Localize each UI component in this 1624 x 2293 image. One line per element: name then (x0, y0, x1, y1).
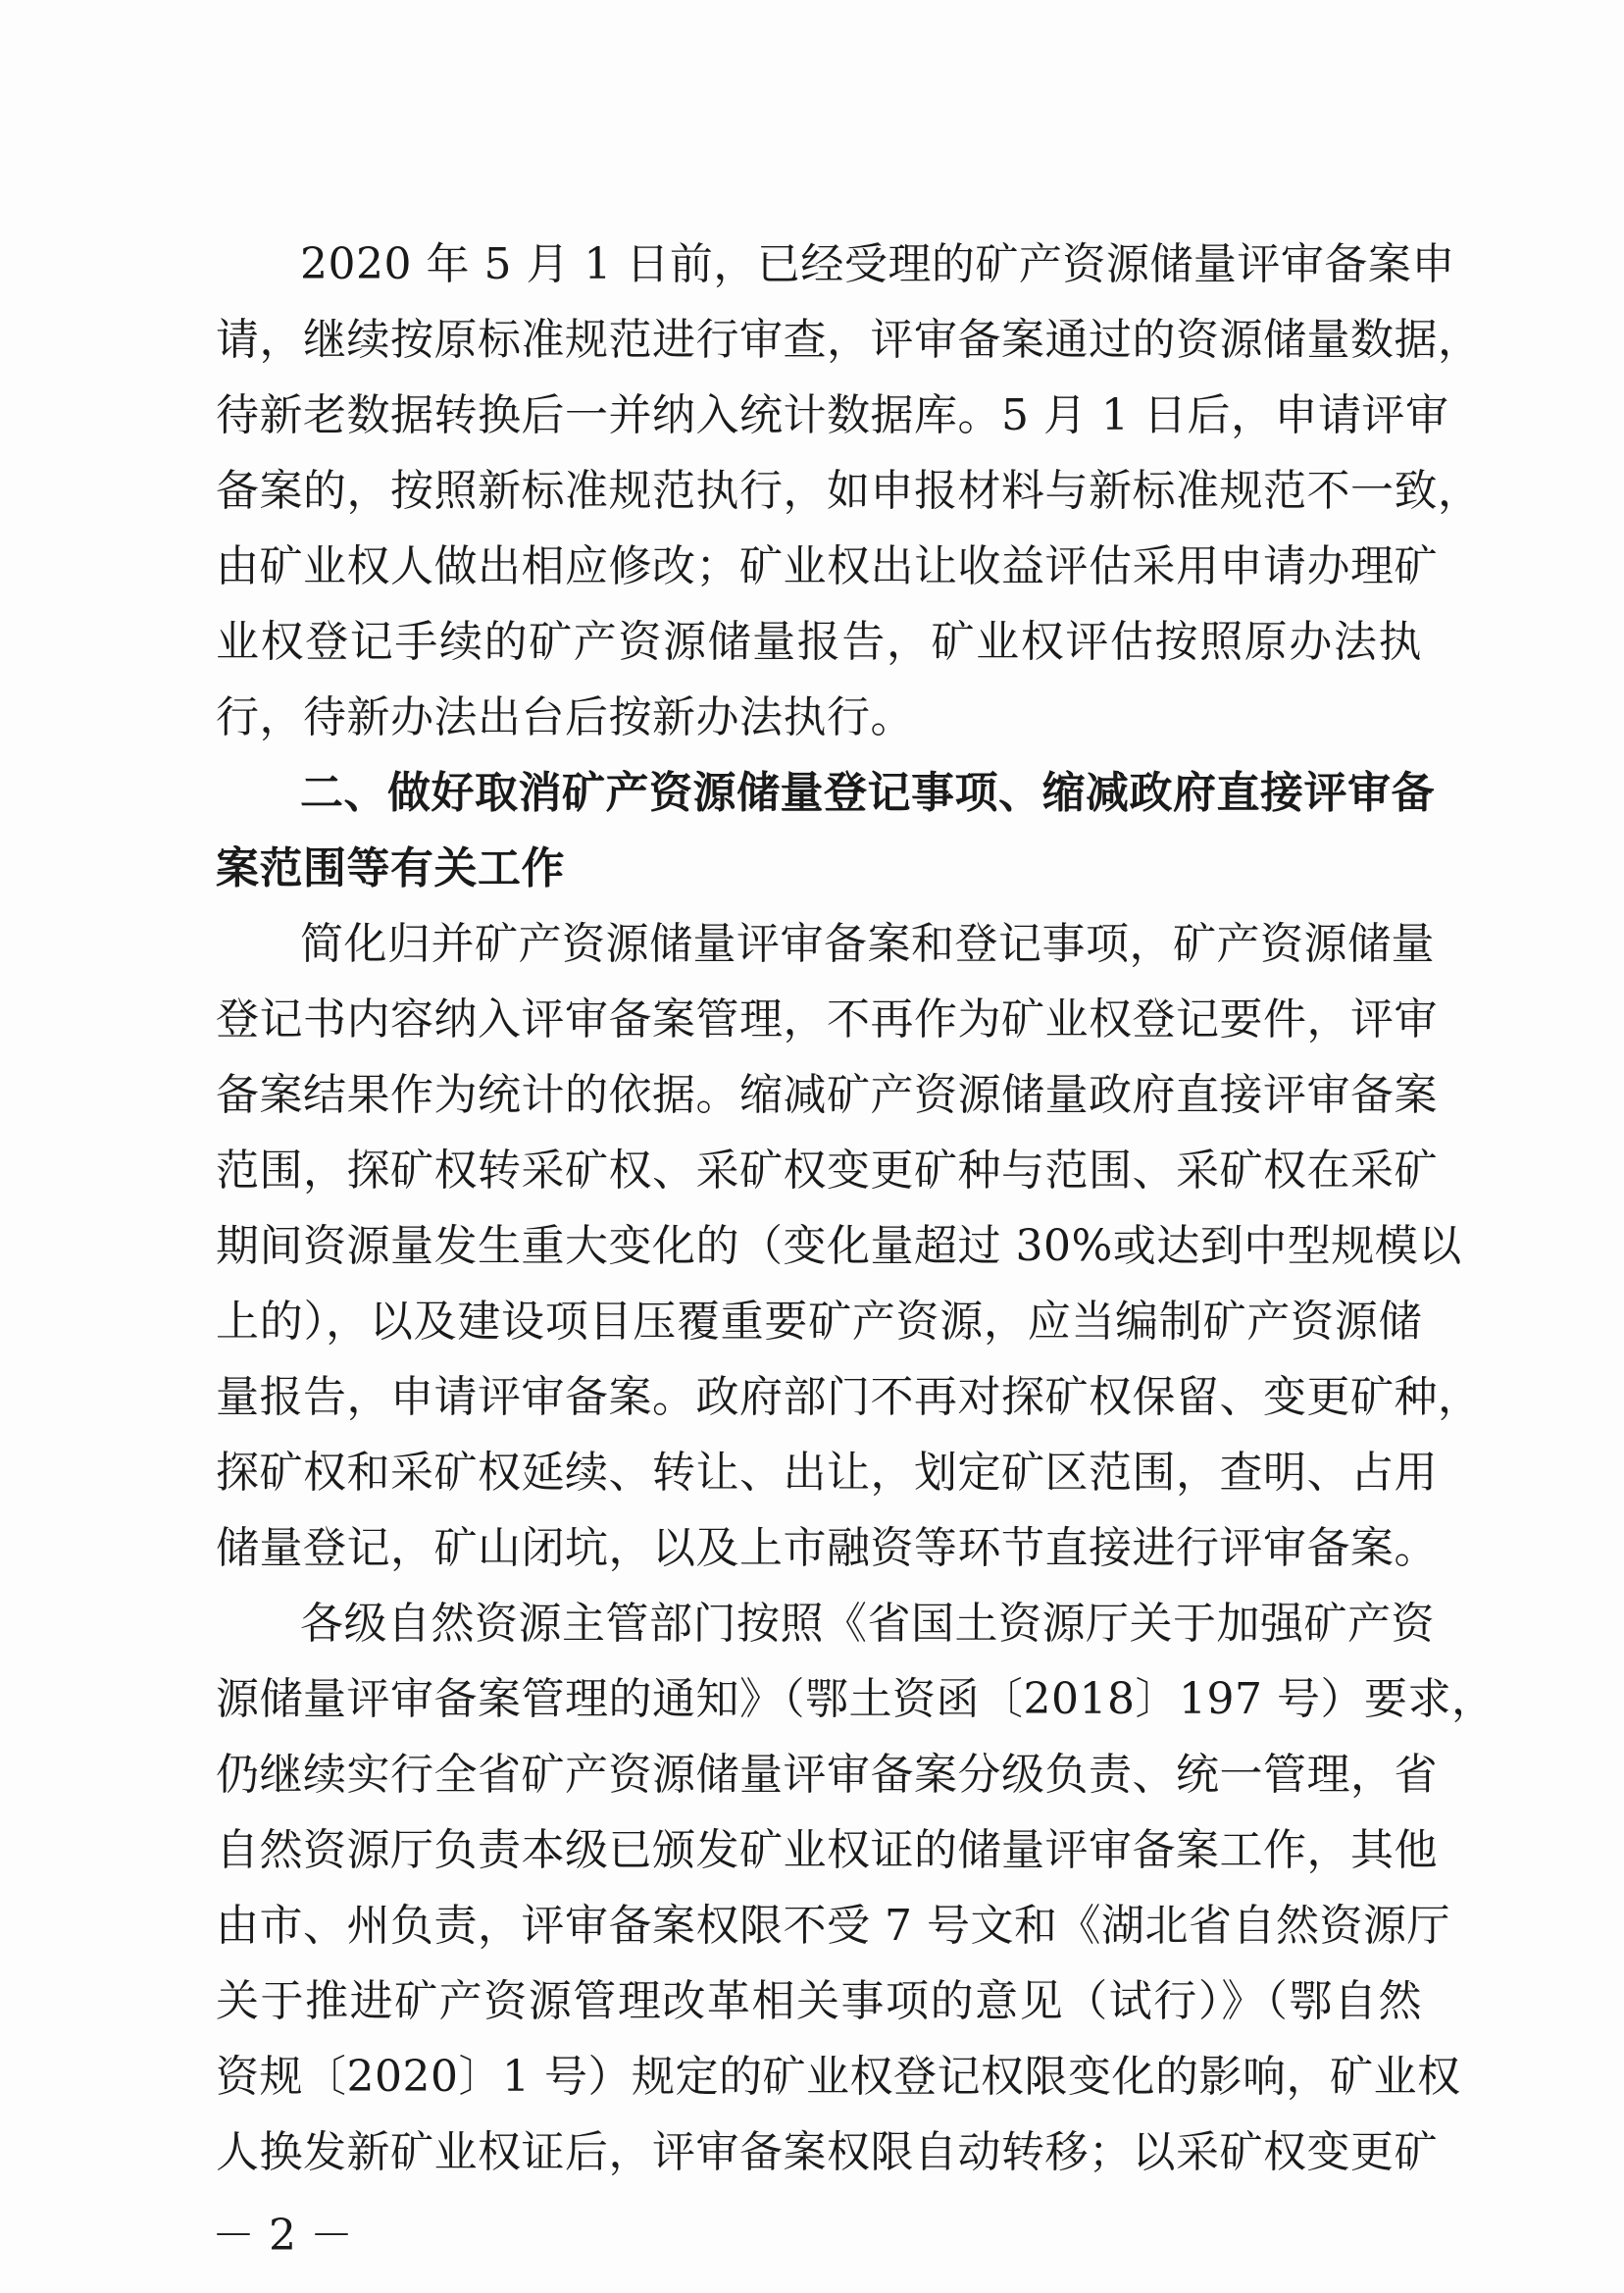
paragraph-3-line-5: 由市、州负责，评审备案权限不受 7 号文和《湖北省自然资源厅 (216, 1901, 1450, 1951)
paragraph-2-line-8: 探矿权和采矿权延续、转让、出让，划定矿区范围，查明、占用 (216, 1448, 1438, 1498)
paragraph-2-line-9: 储量登记，矿山闭坑，以及上市融资等环节直接进行评审备案。 (216, 1523, 1438, 1573)
paragraph-1-line-5: 由矿业权人做出相应修改；矿业权出让收益评估采用申请办理矿 (216, 541, 1438, 591)
paragraph-2-line-4: 范围，探矿权转采矿权、采矿权变更矿种与范围、采矿权在采矿 (216, 1146, 1438, 1196)
paragraph-3-line-3: 仍继续实行全省矿产资源储量评审备案分级负责、统一管理，省 (216, 1750, 1438, 1800)
paragraph-1-line-2: 请，继续按原标准规范进行审查，评审备案通过的资源储量数据， (216, 315, 1482, 365)
paragraph-2-line-3: 备案结果作为统计的依据。缩减矿产资源储量政府直接评审备案 (216, 1070, 1438, 1120)
paragraph-2-line-5: 期间资源量发生重大变化的（变化量超过 30%或达到中型规模以 (216, 1221, 1462, 1271)
paragraph-1-line-3: 待新老数据转换后一并纳入统计数据库。5 月 1 日后，申请评审 (216, 390, 1449, 440)
paragraph-3-line-1: 各级自然资源主管部门按照《省国土资源厅关于加强矿产资 (300, 1599, 1435, 1649)
paragraph-2-line-2: 登记书内容纳入评审备案管理，不再作为矿业权登记要件，评审 (216, 994, 1438, 1045)
paragraph-2-line-1: 简化归并矿产资源储量评审备案和登记事项，矿产资源储量 (300, 919, 1435, 969)
section-heading-line-2: 案范围等有关工作 (216, 843, 565, 893)
section-heading-line-1: 二、做好取消矿产资源储量登记事项、缩减政府直接评审备 (300, 768, 1435, 818)
paragraph-1-line-4: 备案的，按照新标准规范执行，如申报材料与新标准规范不一致， (216, 466, 1482, 516)
paragraph-2-line-7: 量报告，申请评审备案。政府部门不再对探矿权保留、变更矿种， (216, 1372, 1482, 1422)
paragraph-3-line-4: 自然资源厅负责本级已颁发矿业权证的储量评审备案工作，其他 (216, 1825, 1438, 1875)
paragraph-3-line-8: 人换发新矿业权证后，评审备案权限自动转移；以采矿权变更矿 (216, 2127, 1438, 2177)
page-number: － 2 － (212, 2211, 353, 2261)
paragraph-3-line-6: 关于推进矿产资源管理改革相关事项的意见（试行）》（鄂自然 (216, 1976, 1422, 2026)
paragraph-2-line-6: 上的），以及建设项目压覆重要矿产资源，应当编制矿产资源储 (216, 1297, 1422, 1347)
paragraph-3-line-2: 源储量评审备案管理的通知》（鄂土资函〔2018〕197 号）要求， (216, 1674, 1496, 1724)
paragraph-1-line-6: 业权登记手续的矿产资源储量报告，矿业权评估按照原办法执 (216, 617, 1422, 667)
paragraph-1-line-7: 行，待新办法出台后按新办法执行。 (216, 692, 914, 742)
paragraph-3-line-7: 资规〔2020〕1 号）规定的矿业权登记权限变化的影响，矿业权 (216, 2052, 1461, 2102)
paragraph-1-line-1: 2020 年 5 月 1 日前，已经受理的矿产资源储量评审备案申 (300, 239, 1455, 289)
